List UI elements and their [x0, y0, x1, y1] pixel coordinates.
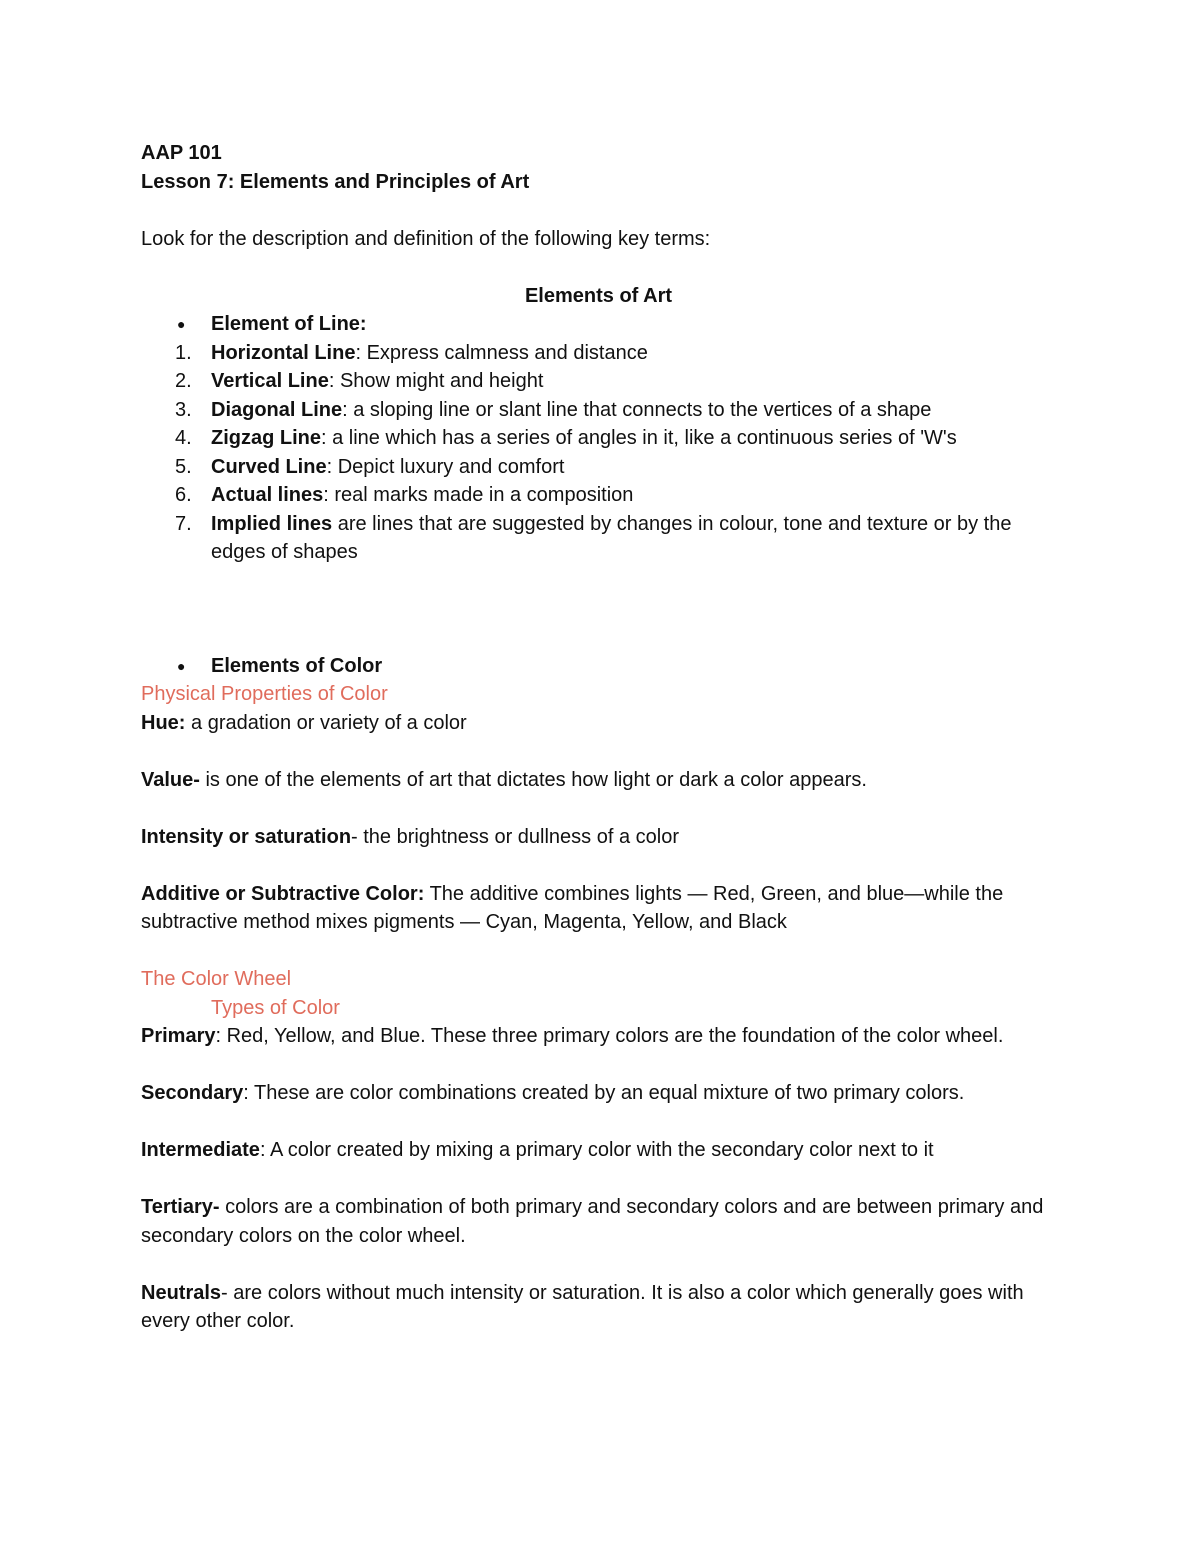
list-item: 7. Implied lines are lines that are suggested by changes in colour, tone and texture or by the edges of shapes	[175, 512, 1012, 563]
list-item: 2. Vertical Line: Show might and height	[175, 370, 544, 392]
color-section-title: Elements of Color	[211, 654, 383, 677]
bullet-color-section	[141, 652, 1056, 681]
bullet-icon: ●	[177, 316, 186, 332]
intensity-definition: Intensity or saturation- the brightness or dullness of a color	[141, 825, 679, 848]
types-of-color-heading: Types of Color	[211, 996, 340, 1019]
intermediate-definition: Intermediate: A color created by mixing a primary color with the secondary color next to it	[141, 1139, 934, 1161]
course-title: AAP 101	[141, 142, 222, 164]
neutrals-definition: Neutrals- are colors without much intensity or saturation. It is also a color which generally goes with every other color.	[141, 1281, 1024, 1332]
secondary-definition: Secondary: These are color combinations created by an equal mixture of two primary colors.	[141, 1082, 965, 1104]
section-title: Elements of Art	[524, 284, 673, 307]
tertiary-definition: Tertiary- colors are a combination of both primary and secondary colors and are between primary and secondary colors on the color wheel.	[141, 1196, 1044, 1247]
additive-definition: Additive or Subtractive Color: The additive combines lights — Red, Green, and blue—while the subtractive method mixes pigments — Cyan, Magenta, Yellow, and Black	[141, 882, 1004, 933]
primary-definition: Primary: Red, Yellow, and Blue. These three primary colors are the foundation of the color wheel.	[141, 1025, 1004, 1047]
hue-definition: Hue: a gradation or variety of a color	[141, 711, 467, 734]
color-wheel-heading: The Color Wheel	[141, 968, 292, 990]
lesson-title: Lesson 7: Elements and Principles of Art	[141, 170, 530, 193]
list-item: 4. Zigzag Line: a line which has a series of angles in it, like a continuous series of 'W's	[175, 427, 957, 449]
line-section-title: Element of Line:	[211, 313, 367, 335]
value-definition: Value- is one of the elements of art that dictates how light or dark a color appears.	[141, 768, 867, 791]
list-item: 3. Diagonal Line: a sloping line or slant line that connects to the vertices of a shape	[175, 398, 932, 421]
list-item: 6. Actual lines: real marks made in a composition	[175, 484, 634, 506]
list-item: 1. Horizontal Line: Express calmness and distance	[175, 341, 648, 364]
list-item: 5. Curved Line: Depict luxury and comfort	[175, 455, 565, 478]
bullet-icon: ●	[177, 657, 186, 674]
document-page	[141, 139, 1056, 1336]
bullet-line-section	[141, 310, 1056, 339]
intro-text: Look for the description and definition of the following key terms:	[141, 227, 711, 250]
physical-properties-heading: Physical Properties of Color	[141, 683, 388, 705]
